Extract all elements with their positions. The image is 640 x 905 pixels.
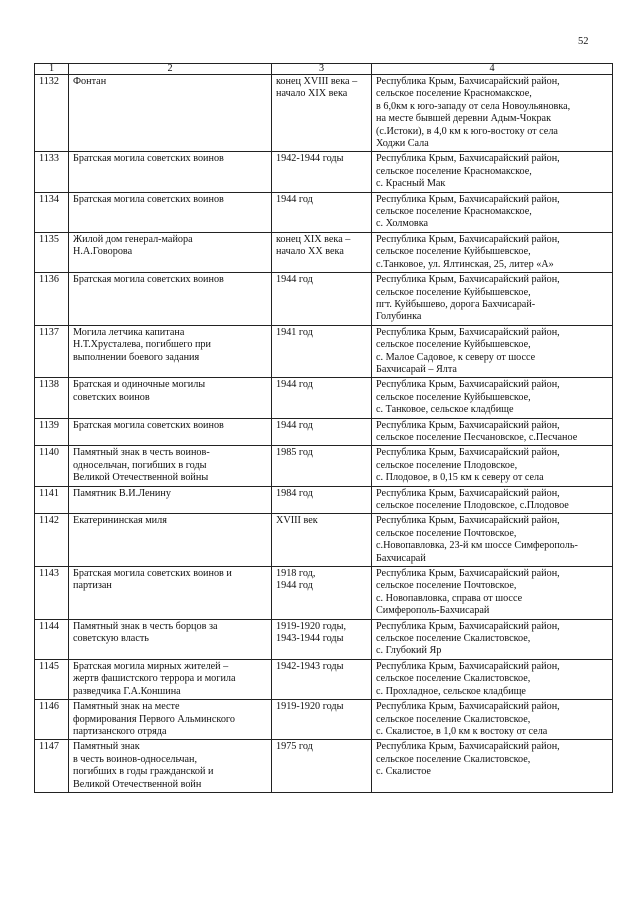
table-row bbox=[35, 75, 613, 152]
object-date-text: 1941 год bbox=[276, 326, 313, 338]
object-location-text: Республика Крым, Бахчисарайский район, сельское поселение Красномакское, с. Красный Мак bbox=[376, 153, 560, 190]
table-row bbox=[35, 619, 613, 659]
object-location-cell bbox=[372, 192, 613, 232]
object-date-cell bbox=[272, 567, 372, 620]
object-date-cell bbox=[272, 325, 372, 378]
object-date-cell bbox=[272, 378, 372, 418]
object-location-cell bbox=[372, 378, 613, 418]
table-row bbox=[35, 378, 613, 418]
object-location-text: Республика Крым, Бахчисарайский район, сельское поселение Куйбышевское, с.Танковое, ул. Ялтинская, 25, литер «А» bbox=[376, 233, 560, 270]
table-row bbox=[35, 740, 613, 793]
object-name-text: Екатерининская миля bbox=[73, 515, 167, 527]
row-number-text: 1142 bbox=[39, 515, 59, 527]
object-name-cell bbox=[69, 152, 272, 192]
row-number-text: 1140 bbox=[39, 447, 59, 459]
column-header-name: 2 bbox=[69, 64, 272, 75]
object-name-cell bbox=[69, 567, 272, 620]
object-location-cell bbox=[372, 514, 613, 567]
object-location-text: Республика Крым, Бахчисарайский район, сельское поселение Песчановское, с.Песчаное bbox=[376, 419, 578, 443]
object-location-cell bbox=[372, 567, 613, 620]
row-number-text: 1144 bbox=[39, 620, 59, 632]
row-number-text: 1146 bbox=[39, 701, 59, 713]
object-name-text: Жилой дом генерал-майора Н.А.Говорова bbox=[73, 233, 193, 258]
object-name-text: Братская могила советских воинов bbox=[73, 153, 224, 165]
object-date-text: 1984 год bbox=[276, 487, 313, 499]
object-date-cell bbox=[272, 232, 372, 272]
object-location-cell bbox=[372, 700, 613, 740]
row-number-cell bbox=[35, 75, 69, 152]
table-header-row bbox=[35, 64, 613, 75]
row-number-cell bbox=[35, 378, 69, 418]
object-name-cell bbox=[69, 446, 272, 486]
table-row bbox=[35, 325, 613, 378]
object-date-text: конец XIX века – начало XX века bbox=[276, 233, 351, 258]
page-number: 52 bbox=[578, 36, 589, 47]
row-number-cell bbox=[35, 232, 69, 272]
object-name-cell bbox=[69, 740, 272, 793]
row-number-cell bbox=[35, 567, 69, 620]
object-name-text: Фонтан bbox=[73, 76, 107, 87]
object-location-cell bbox=[372, 619, 613, 659]
row-number-cell bbox=[35, 619, 69, 659]
row-number-cell bbox=[35, 418, 69, 446]
row-number-cell bbox=[35, 740, 69, 793]
object-name-cell bbox=[69, 486, 272, 514]
object-location-text: Республика Крым, Бахчисарайский район, сельское поселение Куйбышевское, с. Малое Садовое, к северу от шоссе Бахчисарай – Ялта bbox=[376, 326, 560, 375]
object-date-cell bbox=[272, 486, 372, 514]
row-number-text: 1137 bbox=[39, 326, 59, 338]
object-location-text: Республика Крым, Бахчисарайский район, сельское поселение Почтовское, с. Новопавловка, справа от шоссе Симферополь-Бахчисарай bbox=[376, 568, 560, 617]
column-header-location: 4 bbox=[372, 64, 613, 75]
object-location-text: Республика Крым, Бахчисарайский район, сельское поселение Куйбышевское, с. Танковое, сельское кладбище bbox=[376, 379, 560, 416]
row-number-text: 1145 bbox=[39, 660, 59, 672]
row-number-text: 1132 bbox=[39, 76, 59, 87]
object-name-text: Братская могила советских воинов bbox=[73, 193, 224, 205]
object-location-cell bbox=[372, 486, 613, 514]
table-row bbox=[35, 446, 613, 486]
object-date-cell bbox=[272, 740, 372, 793]
row-number-cell bbox=[35, 152, 69, 192]
table-row bbox=[35, 152, 613, 192]
object-name-text: Памятный знак в честь воинов-односельчан, погибших в годы гражданской и Великой Отечественной войн bbox=[73, 741, 214, 790]
row-number-text: 1136 bbox=[39, 274, 59, 286]
object-date-text: 1975 год bbox=[276, 741, 313, 753]
object-name-text: Могила летчика капитана Н.Т.Хрусталева, погибшего при выполнении боевого задания bbox=[73, 326, 211, 363]
object-location-text: Республика Крым, Бахчисарайский район, сельское поселение Плодовское, с. Плодовое, в 0,15 км к северу от села bbox=[376, 447, 560, 484]
row-number-text: 1139 bbox=[39, 419, 59, 431]
object-name-cell bbox=[69, 192, 272, 232]
object-name-text: Памятный знак в честь воинов- односельчан, погибших в годы Великой Отечественной войны bbox=[73, 447, 210, 484]
object-location-text: Республика Крым, Бахчисарайский район, сельское поселение Скалистовское, с. Глубокий Яр bbox=[376, 620, 560, 657]
object-date-text: 1942-1943 годы bbox=[276, 660, 344, 672]
object-date-cell bbox=[272, 418, 372, 446]
object-location-cell bbox=[372, 152, 613, 192]
table-row bbox=[35, 567, 613, 620]
object-location-cell bbox=[372, 740, 613, 793]
object-name-cell bbox=[69, 700, 272, 740]
object-name-text: Братская могила советских воинов и партизан bbox=[73, 568, 232, 592]
object-location-text: Республика Крым, Бахчисарайский район, сельское поселение Скалистовское, с. Скалистое bbox=[376, 741, 560, 778]
table-row bbox=[35, 514, 613, 567]
object-date-text: XVIII век bbox=[276, 515, 318, 527]
object-date-text: 1919-1920 годы, 1943-1944 годы bbox=[276, 620, 346, 645]
object-location-text: Республика Крым, Бахчисарайский район, сельское поселение Скалистовское, с. Прохладное, сельское кладбище bbox=[376, 660, 560, 697]
object-name-cell bbox=[69, 378, 272, 418]
row-number-cell bbox=[35, 325, 69, 378]
object-name-text: Братская могила советских воинов bbox=[73, 274, 224, 286]
object-name-cell bbox=[69, 514, 272, 567]
row-number-text: 1141 bbox=[39, 487, 59, 499]
object-name-text: Памятный знак на месте формирования Первого Альминского партизанского отряда bbox=[73, 701, 235, 737]
row-number-cell bbox=[35, 486, 69, 514]
object-name-text: Братская и одиночные могилы советских воинов bbox=[73, 379, 206, 403]
object-date-cell bbox=[272, 273, 372, 326]
object-name-cell bbox=[69, 232, 272, 272]
object-name-text: Братская могила мирных жителей – жертв фашистского террора и могила разведчика Г.А.Коншина bbox=[73, 660, 236, 697]
object-location-cell bbox=[372, 75, 613, 152]
row-number-text: 1147 bbox=[39, 741, 59, 753]
object-location-text: Республика Крым, Бахчисарайский район, сельское поселение Красномакское, в 6,0км к юго-западу от села Новоульяновка, на месте бывшей деревни Адым-Чокрак (с.Истоки), в 4,0 км к юго-востоку от села Ходжи Сала bbox=[376, 76, 571, 150]
object-date-text: 1942-1944 годы bbox=[276, 153, 344, 165]
object-name-cell bbox=[69, 619, 272, 659]
table-row bbox=[35, 486, 613, 514]
row-number-cell bbox=[35, 446, 69, 486]
object-location-text: Республика Крым, Бахчисарайский район, сельское поселение Скалистовское, с. Скалистое, в 1,0 км к востоку от села bbox=[376, 701, 560, 737]
row-number-text: 1143 bbox=[39, 568, 59, 580]
object-date-text: 1985 год bbox=[276, 447, 313, 459]
object-name-cell bbox=[69, 325, 272, 378]
row-number-cell bbox=[35, 700, 69, 740]
object-location-cell bbox=[372, 325, 613, 378]
column-header-date: 3 bbox=[272, 64, 372, 75]
row-number-text: 1133 bbox=[39, 153, 59, 165]
row-number-text: 1135 bbox=[39, 233, 59, 245]
object-name-text: Памятный знак в честь борцов за советскую власть bbox=[73, 620, 218, 645]
table-body bbox=[35, 75, 613, 793]
object-location-text: Республика Крым, Бахчисарайский район, сельское поселение Почтовское, с.Новопавловка, 23-й км шоссе Симферополь- Бахчисарай bbox=[376, 515, 578, 564]
object-date-cell bbox=[272, 192, 372, 232]
object-location-text: Республика Крым, Бахчисарайский район, сельское поселение Плодовское, с.Плодовое bbox=[376, 487, 569, 511]
object-location-cell bbox=[372, 659, 613, 699]
object-date-cell bbox=[272, 152, 372, 192]
object-name-cell bbox=[69, 75, 272, 152]
table-row bbox=[35, 700, 613, 740]
object-date-cell bbox=[272, 659, 372, 699]
object-name-cell bbox=[69, 273, 272, 326]
object-location-text: Республика Крым, Бахчисарайский район, сельское поселение Куйбышевское, пгт. Куйбышево, дорога Бахчисарай- Голубинка bbox=[376, 274, 560, 323]
object-location-cell bbox=[372, 418, 613, 446]
row-number-cell bbox=[35, 192, 69, 232]
table-row bbox=[35, 232, 613, 272]
object-name-cell bbox=[69, 659, 272, 699]
table-row bbox=[35, 659, 613, 699]
object-name-cell bbox=[69, 418, 272, 446]
object-location-cell bbox=[372, 273, 613, 326]
object-date-cell bbox=[272, 619, 372, 659]
object-date-text: 1919-1920 годы bbox=[276, 701, 344, 713]
object-date-cell bbox=[272, 446, 372, 486]
object-date-cell bbox=[272, 514, 372, 567]
object-date-cell bbox=[272, 75, 372, 152]
object-location-cell bbox=[372, 232, 613, 272]
object-date-text: 1918 год, 1944 год bbox=[276, 568, 316, 592]
row-number-cell bbox=[35, 273, 69, 326]
row-number-cell bbox=[35, 514, 69, 567]
table-row bbox=[35, 192, 613, 232]
table-row bbox=[35, 418, 613, 446]
table-row bbox=[35, 273, 613, 326]
row-number-text: 1138 bbox=[39, 379, 59, 391]
object-date-text: 1944 год bbox=[276, 274, 313, 286]
object-location-text: Республика Крым, Бахчисарайский район, сельское поселение Красномакское, с. Холмовка bbox=[376, 193, 560, 230]
object-date-text: 1944 год bbox=[276, 193, 313, 205]
object-date-text: 1944 год bbox=[276, 379, 313, 391]
heritage-registry-table bbox=[34, 63, 613, 793]
object-date-text: конец XVIII века – начало XIX века bbox=[276, 76, 358, 100]
column-header-number: 1 bbox=[35, 64, 69, 75]
row-number-cell bbox=[35, 659, 69, 699]
object-name-text: Братская могила советских воинов bbox=[73, 419, 224, 431]
row-number-text: 1134 bbox=[39, 193, 59, 205]
object-location-cell bbox=[372, 446, 613, 486]
object-name-text: Памятник В.И.Ленину bbox=[73, 487, 171, 499]
object-date-text: 1944 год bbox=[276, 419, 313, 431]
object-date-cell bbox=[272, 700, 372, 740]
